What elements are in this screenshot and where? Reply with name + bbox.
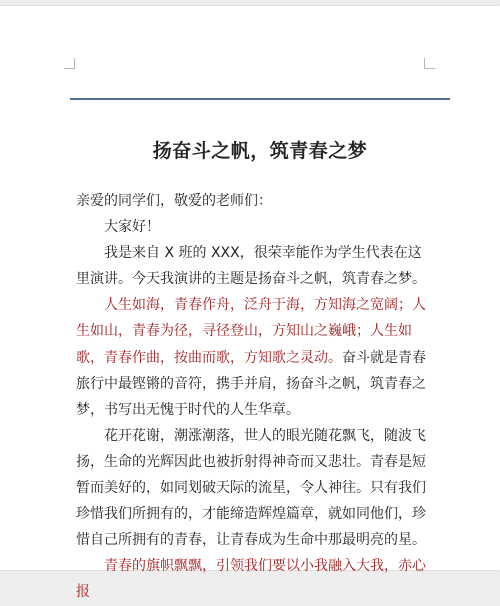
highlighted-text: 人生如海，青春作舟，泛舟于海，方知海之宽阔；人生如山，青春为径，寻径登山，方知山之巍峨；人生如歌，青春作曲，按曲而歌，方知歌之灵动。	[76, 297, 426, 366]
document-page	[0, 6, 500, 601]
document-body[interactable]	[76, 188, 428, 606]
header-rule	[70, 98, 450, 100]
margin-corner-top-left	[64, 58, 75, 69]
paragraph-text: 奋斗就是青春旅行中最铿锵的音符，携手并肩，扬奋斗之帆，筑青春之梦，书写出无愧于时代的人生华章。	[76, 349, 426, 418]
document-title[interactable]: 扬奋斗之帆，筑青春之梦	[152, 140, 368, 162]
paragraph-2[interactable]	[76, 292, 428, 422]
greeting[interactable]: 大家好！	[104, 219, 160, 236]
salutation[interactable]: 亲爱的同学们，敬爱的老师们：	[76, 193, 272, 209]
paragraph-3[interactable]	[76, 423, 428, 553]
paragraph-1[interactable]	[76, 240, 428, 292]
paragraph-text: 花开花谢，潮涨潮落，世人的眼光随花飘飞，随波飞扬，生命的光辉因此也被折射得神奇而又悲壮。青春是短暂而美好的，如同划破天际的流星，令人神往。只有我们珍惜我们所拥有的，才能缔造辉煌篇章，就如同他们，珍惜自己所拥有的青春，让青春成为生命中那最明亮的星。	[76, 427, 426, 549]
paragraph-text: 我是来自 X 班的 XXX，很荣幸能作为学生代表在这里演讲。今天我演讲的主题是扬奋斗之帆，筑青春之梦。	[76, 245, 426, 288]
highlighted-text: 青春的旗帜飘飘，引领我们要以小我融入大我，赤心报	[76, 558, 426, 601]
margin-corner-top-right	[424, 58, 435, 69]
paragraph-4[interactable]	[76, 553, 428, 605]
